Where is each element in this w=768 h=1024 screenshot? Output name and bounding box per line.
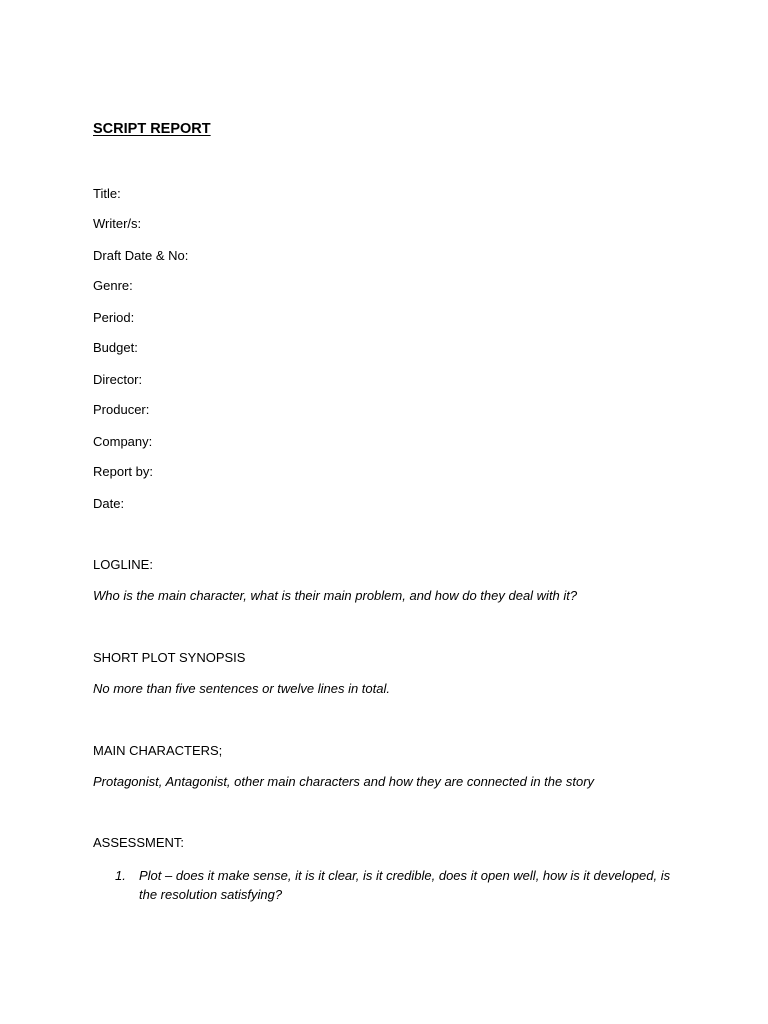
field-title-label: Title: <box>93 186 121 201</box>
logline-heading: LOGLINE: <box>93 557 153 572</box>
field-company-label: Company: <box>93 434 153 449</box>
field-date-label: Date: <box>93 496 125 511</box>
main-characters-heading: MAIN CHARACTERS; <box>93 743 223 758</box>
field-budget-label: Budget: <box>93 340 138 355</box>
field-director-label: Director: <box>93 372 143 387</box>
field-period-label: Period: <box>93 310 135 325</box>
field-writers-label: Writer/s: <box>93 216 142 231</box>
field-report-by-label: Report by: <box>93 464 153 479</box>
main-characters-prompt: Protagonist, Antagonist, other main characters and how they are connected in the story <box>93 774 595 789</box>
synopsis-prompt: No more than five sentences or twelve lines in total. <box>93 681 390 696</box>
document-title: SCRIPT REPORT <box>93 121 211 137</box>
assessment-heading: ASSESSMENT: <box>93 835 185 850</box>
field-genre-label: Genre: <box>93 278 133 293</box>
field-producer-label: Producer: <box>93 402 150 417</box>
logline-prompt: Who is the main character, what is their main problem, and how do they deal with it? <box>93 588 578 603</box>
field-draft-date-label: Draft Date & No: <box>93 248 189 263</box>
assessment-list-item <box>115 866 675 904</box>
assessment-item-text: Plot – does it make sense, it is it clear, is it credible, does it open well, how is it developed, is the resolution satisfying? <box>139 868 671 902</box>
assessment-item-number: 1. <box>115 868 126 883</box>
synopsis-heading: SHORT PLOT SYNOPSIS <box>93 650 246 665</box>
